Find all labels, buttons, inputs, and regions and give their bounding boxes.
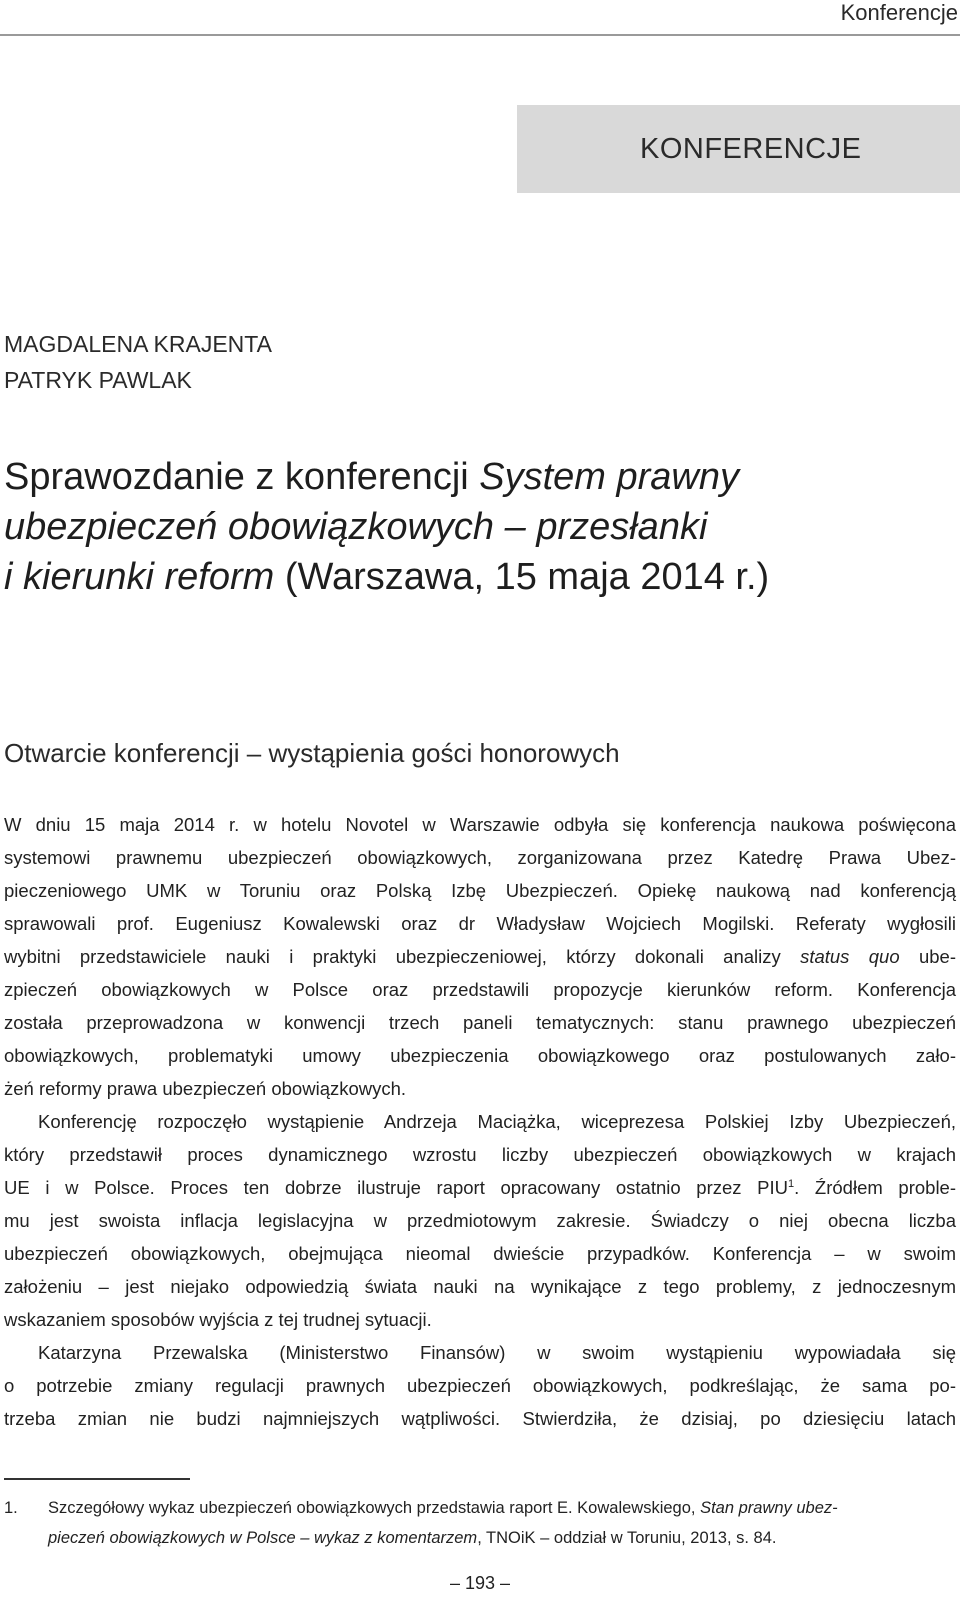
text-line: sprawowali prof. Eugeniusz Kowalewski oraz dr Władysław Wojciech Mogilski. Referaty wygłosili <box>4 913 956 934</box>
speaker-name: Andrzeja Maciążka <box>383 1111 556 1132</box>
speaker-name: Katarzyna Przewalska <box>38 1342 248 1363</box>
text-run: , wiceprezesa Polskiej Izby Ubezpieczeń, <box>555 1111 957 1132</box>
footnote-number: 1. <box>4 1499 18 1517</box>
footnote-line <box>48 1493 956 1523</box>
text-line <box>4 1171 956 1204</box>
section-subheading: Otwarcie konferencji – wystąpienia gości honorowych <box>4 738 620 768</box>
text-italic: pieczeń obowiązkowych w Polsce – wykaz z komentarzem <box>48 1529 478 1547</box>
text-run: . Źródłem proble- <box>794 1177 957 1198</box>
title-text: (Warszawa, 15 maja 2014 r.) <box>274 556 770 598</box>
footnote-rule <box>4 1478 190 1480</box>
section-label-box <box>517 105 960 193</box>
footnote-text <box>48 1493 956 1553</box>
text-line: została przeprowadzona w konwencji trzech paneli tematycznych: stanu prawnego ubezpieczeń <box>4 1012 956 1033</box>
running-head-title: Konferencje <box>840 0 958 25</box>
text-line: zpieczeń obowiązkowych w Polsce oraz przedstawili propozycje kierunków reform. Konferencja <box>4 979 956 1000</box>
running-header <box>0 0 960 36</box>
page-number: – 193 – <box>449 1573 511 1593</box>
title-line <box>4 452 944 502</box>
text-line <box>4 940 956 973</box>
section-label: KONFERENCJE <box>640 133 862 165</box>
text-line: żeń reformy prawa ubezpieczeń obowiązkowych. <box>4 1078 407 1099</box>
text-line: obowiązkowych, problematyki umowy ubezpieczenia obowiązkowego oraz postulowanych zało- <box>4 1045 956 1066</box>
text-line: W dniu 15 maja 2014 r. w hotelu Novotel w Warszawie odbyła się konferencja naukowa poświęcona <box>4 814 956 835</box>
author-name: MAGDALENA KRAJENTA <box>4 331 272 357</box>
text-run: , TNOiK – oddział w Toruniu, 2013, s. 84. <box>477 1529 777 1547</box>
text-italic: Stan prawny ubez- <box>700 1499 838 1517</box>
title-line <box>4 502 944 552</box>
text-run: Szczegółowy wykaz ubezpieczeń obowiązkowych przedstawia raport E. Kowalewskiego, <box>48 1499 701 1517</box>
text-line: mu jest swoista inflacja legislacyjna w przedmiotowym zakresie. Świadczy o niej obecna liczba <box>4 1210 956 1231</box>
text-line: systemowi prawnemu ubezpieczeń obowiązkowych, zorganizowana przez Katedrę Prawa Ubez- <box>4 847 956 868</box>
title-line <box>4 552 944 602</box>
title-italic: System prawny <box>479 456 740 498</box>
text-run: (Ministerstwo Finansów) w swoim wystąpieniu wypowiadała się <box>247 1342 956 1363</box>
article-title <box>4 452 944 602</box>
footnote-ref[interactable]: 1 <box>788 1177 795 1190</box>
text-line: wskazaniem sposobów wyjścia z tej trudnej sytuacji. <box>4 1309 432 1330</box>
text-line <box>4 1336 956 1369</box>
text-line: założeniu – jest niejako odpowiedzią świata nauki na wynikające z tego problemy, z jednoczesnym <box>4 1276 956 1297</box>
title-italic: i kierunki reform <box>4 556 275 598</box>
authors <box>4 326 272 398</box>
text-italic: status quo <box>800 946 900 967</box>
text-line: pieczeniowego UMK w Toruniu oraz Polską Izbę Ubezpieczeń. Opiekę naukową nad konferencją <box>4 880 956 901</box>
footnote-line <box>48 1523 956 1553</box>
text-line: o potrzebie zmiany regulacji prawnych ubezpieczeń obowiązkowych, podkreślając, że sama po- <box>4 1375 956 1396</box>
text-run: ube- <box>899 946 956 967</box>
body-text <box>4 808 956 1435</box>
text-line <box>4 1105 956 1138</box>
title-italic: ubezpieczeń obowiązkowych – przesłanki <box>4 506 708 548</box>
author-name: PATRYK PAWLAK <box>4 367 192 393</box>
text-line: który przedstawił proces dynamicznego wzrostu liczby ubezpieczeń obowiązkowych w krajach <box>4 1144 956 1165</box>
text-run: wybitni przedstawiciele nauki i praktyki ubezpieczeniowej, którzy dokonali analizy <box>4 946 801 967</box>
text-line: ubezpieczeń obowiązkowych, obejmująca nieomal dwieście przypadków. Konferencja – w swoim <box>4 1243 956 1264</box>
text-run: UE i w Polsce. Proces ten dobrze ilustruje raport opracowany ostatnio przez PIU <box>4 1177 789 1198</box>
text-run: Konferencję rozpoczęło wystąpienie <box>38 1111 384 1132</box>
text-line: trzeba zmian nie budzi najmniejszych wątpliwości. Stwierdziła, że dzisiaj, po dziesięciu latach <box>4 1408 956 1429</box>
title-text: Sprawozdanie z konferencji <box>4 456 480 498</box>
